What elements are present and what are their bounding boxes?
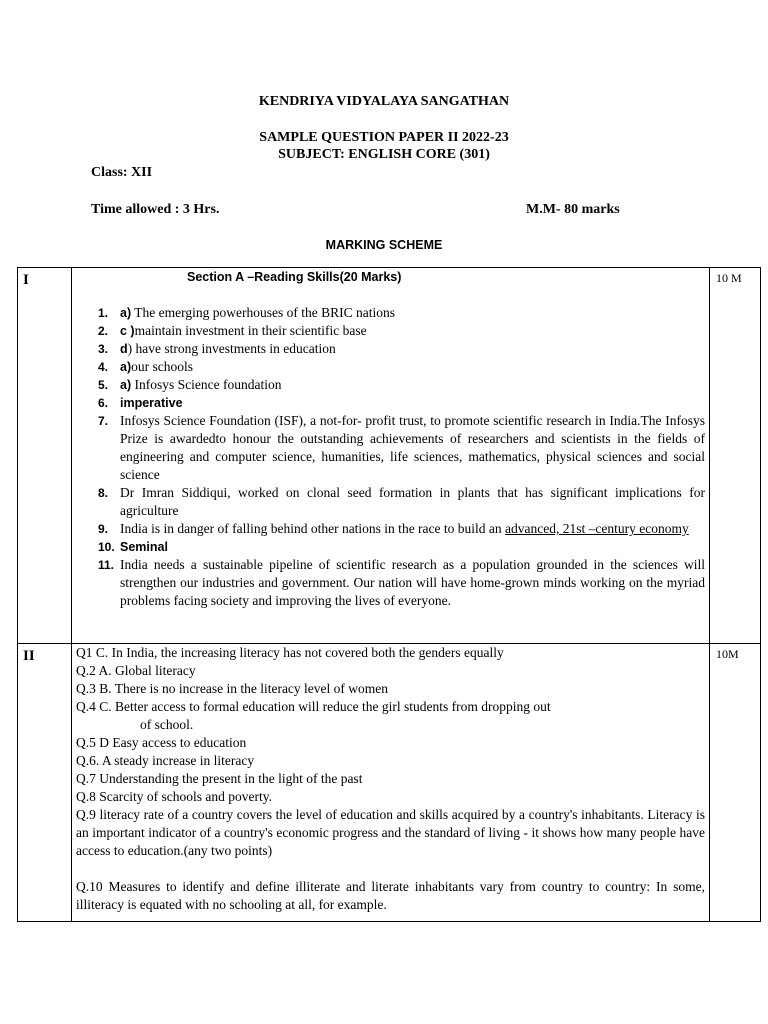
list-item xyxy=(72,340,709,358)
list-item xyxy=(72,322,709,340)
list-item xyxy=(72,358,709,376)
item-number: 4. xyxy=(98,360,109,374)
item-text: maintain investment in their scientific base xyxy=(134,323,367,338)
item-option: Seminal xyxy=(120,540,168,554)
answer-line: Q.6. A steady increase in literacy xyxy=(76,753,255,768)
answer-line: Q.2 A. Global literacy xyxy=(76,663,196,678)
item-text: Infosys Science Foundation (ISF), a not-for- profit trust, to promote scientific research in India.The Infosys Prize is awardedto honour the outstanding achievements of researchers and scientists in the fields of engineering and computer science, humanities, life sciences, mathematics, physical sciences and social science xyxy=(120,413,705,482)
list-item xyxy=(72,538,709,556)
list-item xyxy=(72,304,709,322)
item-option: c ) xyxy=(120,324,135,338)
org-title: KENDRIYA VIDYALAYA SANGATHAN xyxy=(258,94,510,109)
item-text: our schools xyxy=(131,359,193,374)
section-row xyxy=(18,268,761,644)
marking-scheme-title: MARKING SCHEME xyxy=(325,238,443,252)
section-title: Section A –Reading Skills(20 Marks) xyxy=(187,270,402,284)
list-item xyxy=(72,520,709,538)
marking-scheme-table xyxy=(17,267,761,922)
time-allowed: Time allowed : 3 Hrs. xyxy=(91,202,220,217)
section-content xyxy=(72,644,710,922)
answer-line: Q.4 C. Better access to formal education will reduce the girl students from dropping out xyxy=(76,699,551,714)
item-number: 3. xyxy=(98,342,109,356)
item-number: 6. xyxy=(98,396,109,410)
answer-line: Q.7 Understanding the present in the light of the past xyxy=(76,771,363,786)
item-number: 9. xyxy=(98,522,109,536)
item-text: India is in danger of falling behind other nations in the race to build an xyxy=(120,521,506,536)
answer-list xyxy=(72,304,709,610)
list-item xyxy=(72,484,709,520)
paper-title: SAMPLE QUESTION PAPER II 2022-23 xyxy=(259,130,509,145)
item-option: a) xyxy=(120,360,132,374)
item-number: 8. xyxy=(98,486,109,500)
answer-line: Q.3 B. There is no increase in the literacy level of women xyxy=(76,681,389,696)
section-number: II xyxy=(18,644,72,922)
item-number: 5. xyxy=(98,378,109,392)
answer-line: Q.8 Scarcity of schools and poverty. xyxy=(76,789,272,804)
item-number: 2. xyxy=(98,324,109,338)
answer-line: of school. xyxy=(140,717,194,732)
list-item xyxy=(72,394,709,412)
item-text: India needs a sustainable pipeline of scientific research as a population grounded in the sciences will strengthen our industries and government. Our nation will have home-grown minds working on the myriad problems facing society and improving the lives of everyone. xyxy=(120,557,705,608)
item-option: a) xyxy=(120,306,132,320)
item-underlined-text: advanced, 21st –century economy xyxy=(505,521,689,536)
item-text: Dr Imran Siddiqui, worked on clonal seed formation in plants that has significant implications for agriculture xyxy=(120,485,705,518)
subject-title: SUBJECT: ENGLISH CORE (301) xyxy=(278,147,490,162)
item-text: ) have strong investments in education xyxy=(127,341,336,356)
item-number: 11. xyxy=(98,558,115,572)
list-item xyxy=(72,412,709,484)
item-number: 1. xyxy=(98,306,109,320)
answer-block xyxy=(72,644,709,914)
max-marks: M.M- 80 marks xyxy=(526,202,620,217)
answer-line: Q1 C. In India, the increasing literacy has not covered both the genders equally xyxy=(76,645,504,660)
item-option: d xyxy=(120,342,128,356)
list-item xyxy=(72,376,709,394)
section-row xyxy=(18,644,761,922)
section-content xyxy=(72,268,710,644)
section-number: I xyxy=(18,268,72,644)
answer-line: Q.10 Measures to identify and define illiterate and literate inhabitants vary from country to country: In some, illiteracy is equated with no schooling at all, for example. xyxy=(76,879,705,912)
item-number: 10. xyxy=(98,540,115,554)
answer-line: Q.5 D Easy access to education xyxy=(76,735,247,750)
class-label: Class: XII xyxy=(91,165,153,180)
item-text: The emerging powerhouses of the BRIC nations xyxy=(131,305,395,320)
item-number: 7. xyxy=(98,414,109,428)
item-text: Infosys Science foundation xyxy=(131,377,282,392)
list-item xyxy=(72,556,709,610)
item-option: imperative xyxy=(120,396,183,410)
section-marks: 10 M xyxy=(710,268,761,644)
answer-line: Q.9 literacy rate of a country covers the level of education and skills acquired by a country's inhabitants. Literacy is an important indicator of a country's economic progress and the standard of living - it shows how many people have access to education.(any two points) xyxy=(76,807,705,858)
section-marks: 10M xyxy=(710,644,761,922)
item-option: a) xyxy=(120,378,132,392)
